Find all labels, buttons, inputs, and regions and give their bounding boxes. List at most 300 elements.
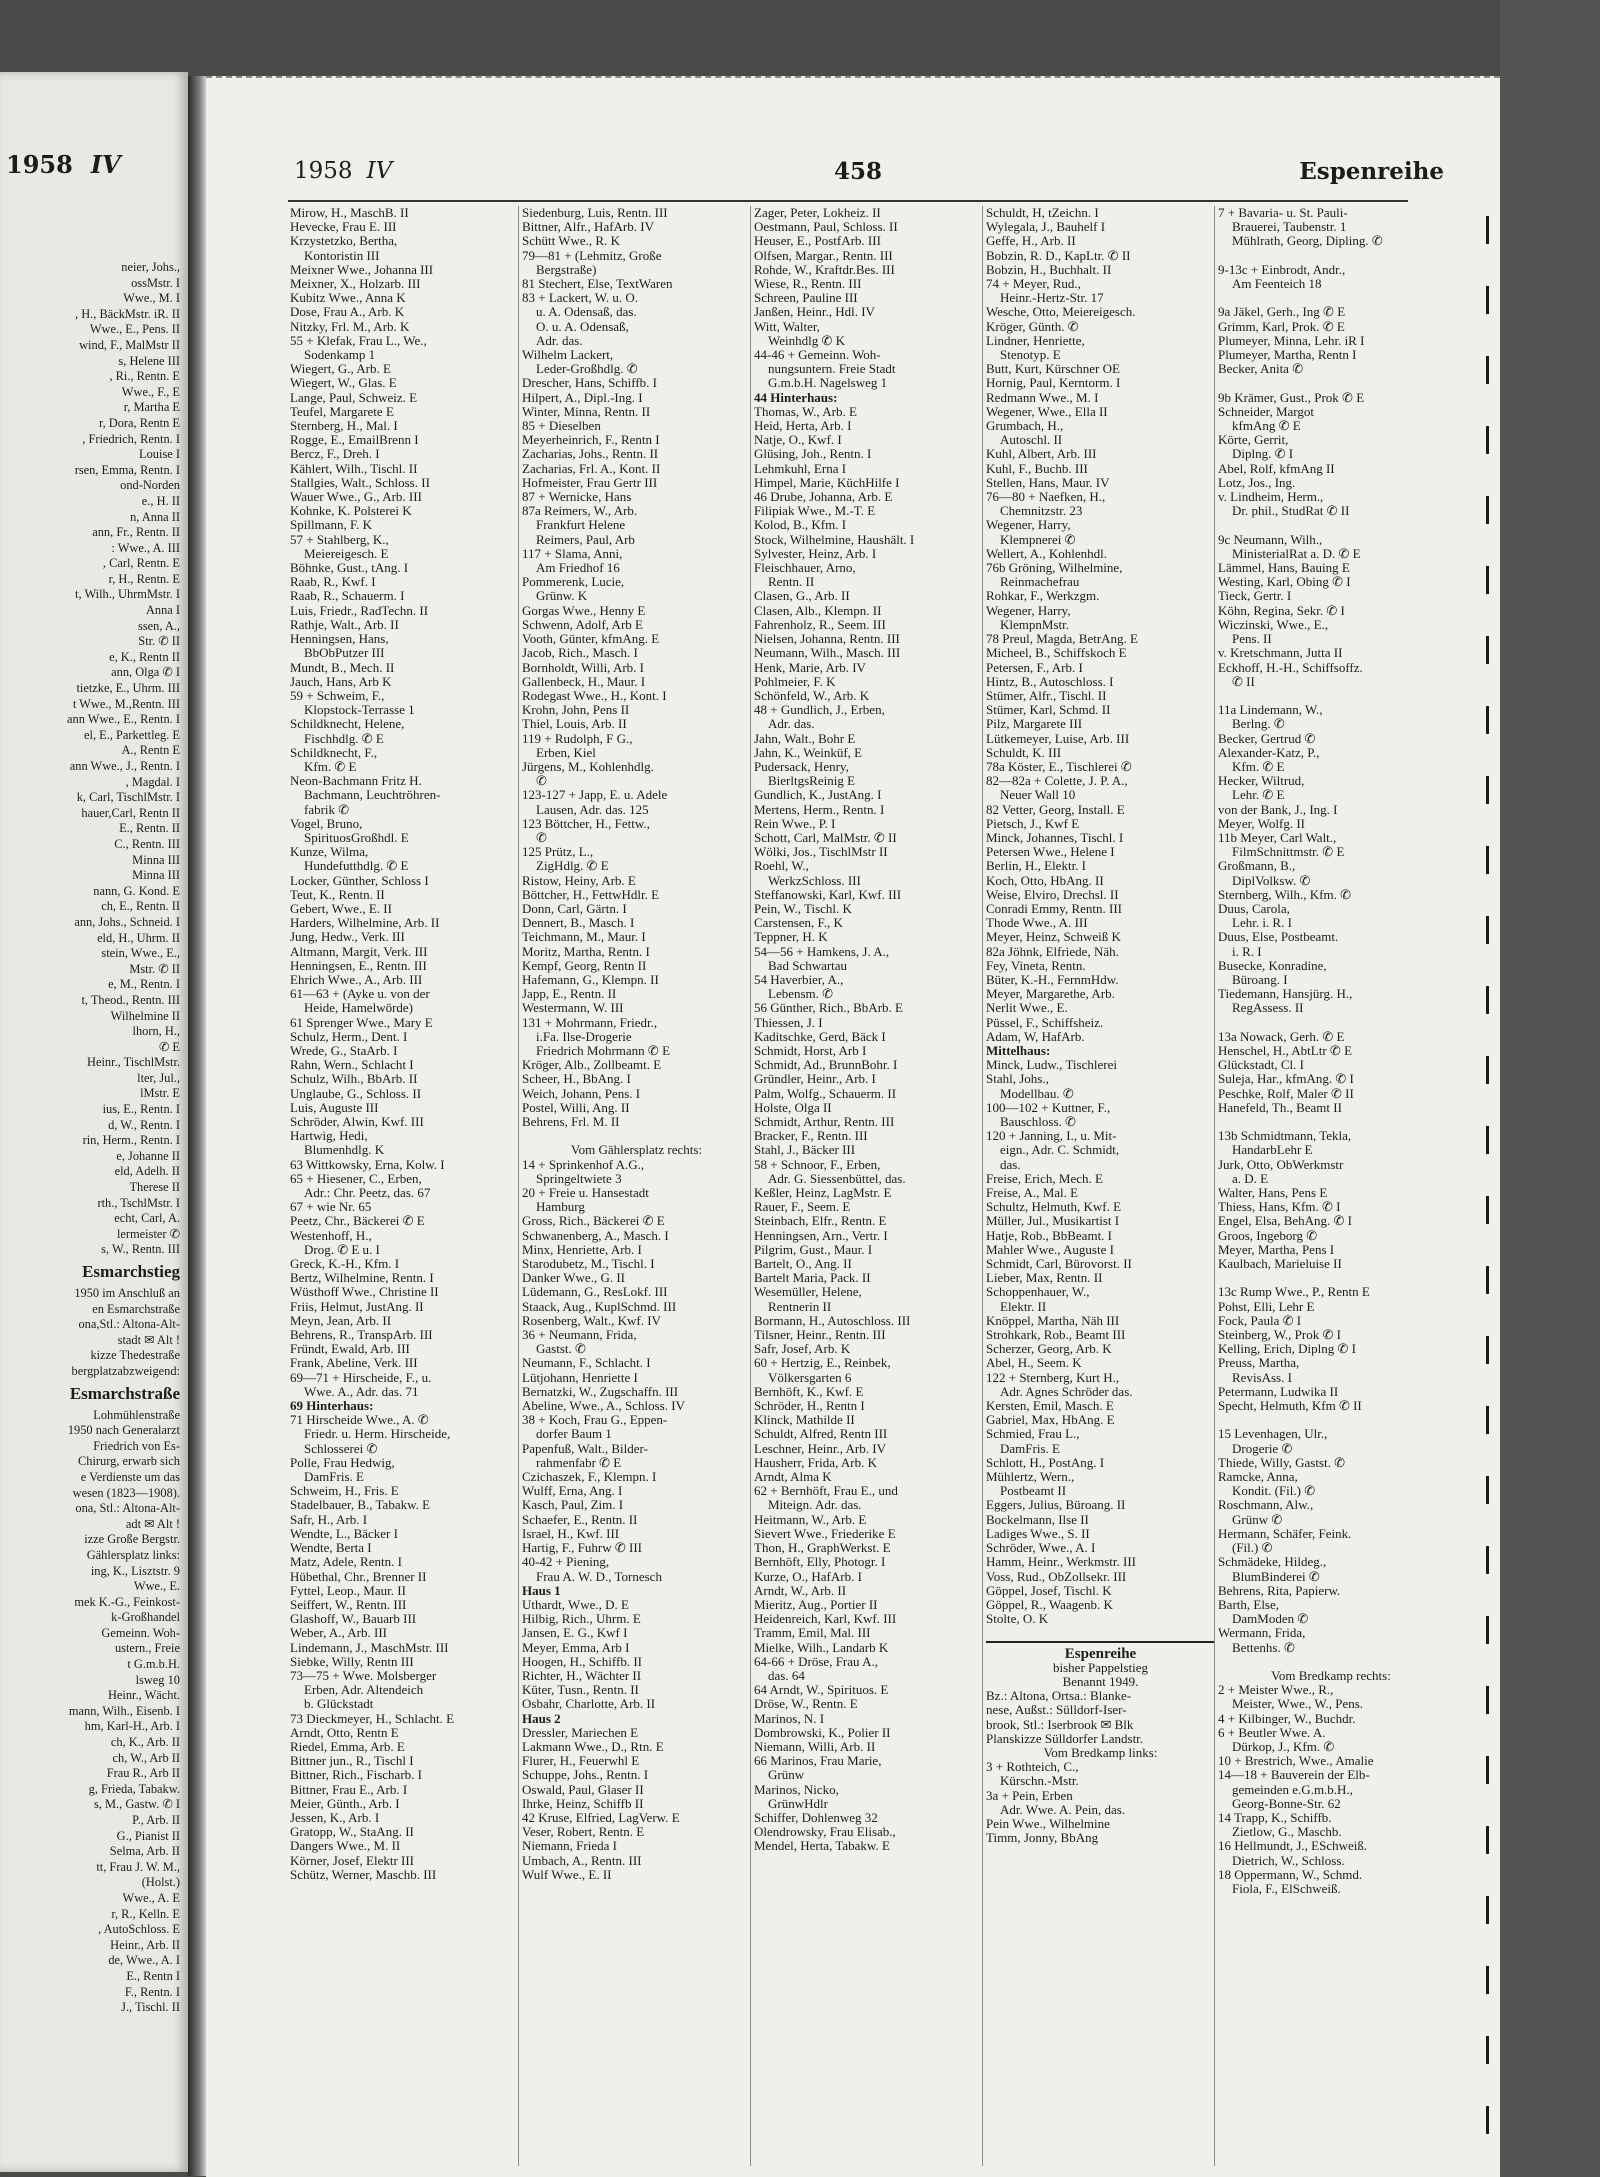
directory-entry: Vogel, Bruno, — [290, 816, 363, 831]
directory-entry: Espenreihe — [986, 1641, 1215, 1661]
directory-entry: Thon, H., GraphWerkst. E — [754, 1541, 891, 1556]
directory-entry: bergplatzabzweigend: — [71, 1363, 180, 1378]
directory-entry: Kubitz Wwe., Anna K — [290, 291, 406, 306]
directory-entry: Lindemann, J., MaschMstr. III — [290, 1640, 449, 1655]
directory-entry: n, Anna II — [130, 509, 180, 524]
directory-entry: 64-66 + Dröse, Frau A., — [754, 1654, 878, 1669]
directory-entry: s, M., Gastw. ✆ I — [94, 1797, 180, 1812]
directory-entry: Rentnerin II — [768, 1299, 832, 1314]
directory-entry: Plumeyer, Minna, Lehr. iR I — [1218, 333, 1365, 348]
directory-entry: Jung, Hedw., Verk. III — [290, 930, 405, 945]
directory-entry: G.m.b.H. Nagelsweg 1 — [768, 376, 888, 391]
directory-entry: ch, K., Arb. II — [110, 1735, 180, 1750]
directory-entry: Rohkar, F., Werkzgm. — [986, 589, 1100, 604]
directory-entry: Neon-Bachmann Fritz H. — [290, 774, 422, 789]
directory-entry: Adr. das. — [768, 717, 815, 732]
directory-entry: Bittner jun., R., Tischl I — [290, 1754, 414, 1769]
directory-entry — [1218, 689, 1444, 703]
directory-entry: Glückstadt, Cl. I — [1218, 1058, 1304, 1073]
directory-entry: Mendel, Herta, Tabakw. E — [754, 1839, 890, 1854]
directory-entry: Reimers, Paul, Arb — [536, 532, 635, 547]
directory-entry: Pohst, Elli, Lehr E — [1218, 1299, 1315, 1314]
directory-entry: Schmidt, Ad., BrunnBohr. I — [754, 1058, 898, 1073]
directory-entry: Locker, Günther, Schloss I — [290, 873, 429, 888]
directory-entry: Henningsen, E., Rentn. III — [290, 958, 427, 973]
directory-entry — [1218, 1655, 1444, 1669]
directory-entry: 7 + Bavaria- u. St. Pauli- — [1218, 206, 1348, 220]
margin-mark — [1486, 1616, 1489, 1644]
directory-entry: Großmann, B., — [1218, 859, 1296, 874]
directory-entry: 120 + Janning, I., u. Mit- — [986, 1129, 1117, 1144]
directory-entry: Gallenbeck, H., Maur. I — [522, 674, 646, 689]
directory-entry: Meyer, Heinz, Schweiß K — [986, 930, 1121, 945]
margin-mark — [1486, 1476, 1489, 1504]
directory-entry: 9b Krämer, Gust., Prok ✆ E — [1218, 390, 1365, 405]
directory-entry: Frank, Abeline, Verk. III — [290, 1356, 418, 1371]
directory-entry: Pilz, Margarete III — [986, 717, 1083, 732]
directory-entry: Duus, Carola, — [1218, 901, 1290, 916]
directory-entry: ustern., Freie — [114, 1641, 180, 1656]
directory-entry: C., Rentn. III — [114, 836, 180, 851]
directory-entry: 55 + Klefak, Frau L., We., — [290, 333, 427, 348]
directory-entry: Hatje, Rob., BbBeamt. I — [986, 1228, 1113, 1243]
directory-entry: 66 Marinos, Frau Marie, — [754, 1754, 882, 1769]
directory-entry: Sternberg, Wilh., Kfm. ✆ — [1218, 887, 1352, 902]
directory-entry: Grünw ✆ — [1232, 1512, 1283, 1527]
directory-entry: Wrede, G., StaArb. I — [290, 1043, 398, 1058]
directory-entry: GrünwHdlr — [768, 1796, 828, 1811]
page-header — [294, 158, 1474, 198]
directory-entry: Schmädeke, Hildeg., — [1218, 1555, 1327, 1570]
directory-entry: Schulz, Herm., Dent. I — [290, 1029, 408, 1044]
directory-entry: Mirow, H., MaschB. II — [290, 206, 409, 220]
directory-entry: Bartelt, O., Ang. II — [754, 1257, 852, 1272]
directory-entry: Safr, H., Arb. I — [290, 1512, 368, 1527]
directory-entry: 56 Günther, Rich., BbArb. E — [754, 1001, 903, 1016]
directory-entry: Schütz, Werner, Maschb. III — [290, 1867, 437, 1882]
directory-entry: brook, Stl.: Iserbrook ✉ Blk — [986, 1717, 1134, 1732]
directory-entry: Lausen, Adr. das. 125 — [536, 802, 649, 817]
directory-entry: Roehl, W., — [754, 859, 809, 874]
directory-entry: 9-13c + Einbrodt, Andr., — [1218, 262, 1346, 277]
directory-entry: Plumeyer, Martha, Rentn I — [1218, 348, 1357, 363]
margin-mark — [1486, 636, 1489, 664]
directory-entry: 6 + Beutler Wwe. A. — [1218, 1725, 1326, 1740]
directory-entry: 1950 nach Generalarzt — [67, 1423, 180, 1438]
directory-entry: Kempf, Georg, Rentn II — [522, 958, 647, 973]
directory-entry: Papenfuß, Walt., Bilder- — [522, 1441, 648, 1456]
directory-entry: Strohkark, Rob., Beamt III — [986, 1328, 1126, 1343]
directory-entry: Henningsen, Hans, — [290, 632, 389, 647]
directory-entry: bisher Pappelstieg — [1053, 1660, 1148, 1675]
directory-entry: r, H., Rentn. E — [108, 571, 180, 586]
directory-entry: Fey, Vineta, Rentn. — [986, 958, 1086, 973]
directory-entry: Abeline, Wwe., A., Schloss. IV — [522, 1399, 685, 1414]
directory-entry: e Verdienste um das — [80, 1469, 180, 1484]
directory-entry: v. Kretschmann, Jutta II — [1218, 646, 1343, 661]
directory-entry: Jürgens, M., Kohlenhdlg. — [522, 759, 654, 774]
directory-entry: Hausherr, Frida, Arb. K — [754, 1455, 877, 1470]
street-title: Espenreihe — [1299, 158, 1444, 185]
directory-entry: Lütjohann, Henriette I — [522, 1370, 638, 1385]
directory-entry: 69 Hinterhaus: — [290, 1399, 374, 1414]
directory-entry: Meyer, Emma, Arb I — [522, 1640, 630, 1655]
directory-entry: Uthardt, Wwe., D. E — [522, 1597, 629, 1612]
directory-entry: G., Pianist II — [116, 1828, 180, 1843]
directory-entry: Weber, A., Arb. III — [290, 1626, 387, 1641]
directory-entry: Püssel, F., Schiffsheiz. — [986, 1015, 1104, 1030]
directory-entry: 4 + Kilbinger, W., Buchdr. — [1218, 1711, 1356, 1726]
directory-entry: Butt, Kurt, Kürschner OE — [986, 362, 1120, 377]
directory-entry — [1218, 1413, 1444, 1427]
directory-entry: Westenhoff, H., — [290, 1228, 372, 1243]
directory-entry: 40-42 + Piening, — [522, 1555, 610, 1570]
directory-entry: Conradi Emmy, Rentn. III — [986, 901, 1122, 916]
directory-entry: Schlott, H., PostAng. I — [986, 1455, 1105, 1470]
directory-entry: Henschel, H., AbtLtr ✆ E — [1218, 1043, 1353, 1058]
directory-entry: Raab, R., Kwf. I — [290, 575, 376, 590]
directory-entry: ✆ — [536, 774, 547, 789]
directory-entry: Pein, W., Tischl. K — [754, 901, 852, 916]
directory-entry: Stahl, Johs., — [986, 1072, 1049, 1087]
directory-entry: 87a Reimers, W., Arb. — [522, 504, 638, 519]
directory-entry: SpirituosGroßhdl. E — [304, 830, 409, 845]
directory-entry: Erben, Adr. Altendeich — [304, 1683, 424, 1698]
directory-entry: Barth, Else, — [1218, 1597, 1280, 1612]
directory-entry: Georg-Bonne-Str. 62 — [1232, 1796, 1341, 1811]
directory-entry: Köhn, Regina, Sekr. ✆ I — [1218, 603, 1345, 618]
directory-entry: Lange, Paul, Schweiz. E — [290, 390, 418, 405]
directory-entry: Ladiges Wwe., S. II — [986, 1526, 1090, 1541]
directory-entry: Stahl, J., Bäcker III — [754, 1143, 856, 1158]
directory-entry: Voss, Rud., ObZollsekr. III — [986, 1569, 1127, 1584]
directory-entry: Göppel, R., Waagenb. K — [986, 1597, 1113, 1612]
directory-entry: Adr. das. — [536, 333, 583, 348]
directory-entry: rahmenfabr ✆ E — [536, 1455, 622, 1470]
directory-entry: Stolte, O. K — [986, 1612, 1049, 1627]
directory-entry: (Holst.) — [141, 1875, 180, 1890]
directory-entry: MinisterialRat a. D. ✆ E — [1232, 546, 1361, 561]
directory-entry: kizze Thedestraße — [90, 1348, 180, 1363]
directory-entry: Körner, Josef, Elektr III — [290, 1853, 415, 1868]
margin-mark — [1486, 1826, 1489, 1854]
directory-entry: Thomas, W., Arb. E — [754, 404, 857, 419]
directory-entry: neier, Johs., — [121, 260, 180, 274]
directory-entry: Schwenn, Adolf, Arb E — [522, 617, 643, 632]
directory-entry: Stadelbauer, B., Tabakw. E — [290, 1498, 431, 1513]
directory-entry: Wwe. A., Adr. das. 71 — [304, 1384, 419, 1399]
directory-entry: Engel, Elsa, BehAng. ✆ I — [1218, 1214, 1353, 1229]
directory-entry: Weich, Johann, Pens. I — [522, 1086, 641, 1101]
directory-entry: Lämmel, Hans, Bauing E — [1218, 561, 1350, 576]
directory-entry: Mieritz, Aug., Portier II — [754, 1597, 878, 1612]
directory-entry: Rohde, W., Kraftdr.Bes. III — [754, 262, 895, 277]
directory-entry: hauer,Carl, Rentn II — [81, 805, 180, 820]
directory-entry: Teut, K., Rentn. II — [290, 887, 385, 902]
directory-entry: Lindner, Henriette, — [986, 333, 1085, 348]
directory-entry: 38 + Koch, Frau G., Eppen- — [522, 1413, 668, 1428]
directory-entry: Zietlow, G., Maschb. — [1232, 1825, 1342, 1840]
directory-entry: e, M., Rentn. I — [108, 977, 180, 992]
directory-entry: Nielsen, Johanna, Rentn. III — [754, 632, 900, 647]
directory-entry: Teppner, H. K — [754, 930, 828, 945]
directory-entry: Meixner, X., Holzarb. III — [290, 277, 421, 292]
directory-entry: Adr. Agnes Schröder das. — [1000, 1384, 1133, 1399]
directory-entry: Stock, Wilhelmine, Haushält. I — [754, 532, 915, 547]
directory-entry: Filipiak Wwe., M.-T. E — [754, 504, 876, 519]
directory-entry: Haus 2 — [522, 1711, 561, 1726]
directory-entry: nese, Außst.: Sülldorf-Iser- — [986, 1703, 1127, 1718]
directory-entry: Siebke, Willy, Rentn III — [290, 1654, 414, 1669]
directory-entry: Tramm, Emil, Mal. III — [754, 1626, 871, 1641]
directory-entry: ond-Norden — [120, 478, 180, 493]
directory-entry: Minna III — [132, 868, 180, 883]
directory-entry: k-Großhandel — [111, 1610, 180, 1625]
directory-entry: KlempnMstr. — [1000, 617, 1069, 632]
directory-entry: Böttcher, H., FettwHdlr. E — [522, 887, 660, 902]
directory-entry: Wesemüller, Helene, — [754, 1285, 862, 1300]
directory-entry: Bettenhs. ✆ — [1232, 1640, 1295, 1655]
directory-entry: Hübethal, Chr., Brenner II — [290, 1569, 427, 1584]
directory-entry: 58 + Schnoor, F., Erben, — [754, 1157, 881, 1172]
directory-entry: Janßen, Heinr., Hdl. IV — [754, 305, 875, 320]
directory-entry: 131 + Mohrmann, Friedr., — [522, 1015, 658, 1030]
directory-entry: gemeinden e.G.m.b.H., — [1232, 1782, 1353, 1797]
directory-entry: el, E., Parkettleg. E — [84, 727, 180, 742]
directory-entry: Schmidt, Horst, Arb I — [754, 1043, 867, 1058]
directory-entry: ch, W., Arb II — [112, 1750, 180, 1765]
directory-entry: Kürschn.-Mstr. — [1000, 1774, 1079, 1789]
directory-entry: Wendte, Berta I — [290, 1541, 372, 1556]
directory-entry: Gastst. ✆ — [536, 1342, 586, 1357]
directory-entry: Tiedemann, Hansjürg. H., — [1218, 987, 1353, 1002]
directory-entry: Büter, K.-H., FernmHdw. — [986, 972, 1119, 987]
directory-entry: Osbahr, Charlotte, Arb. II — [522, 1697, 656, 1712]
directory-entry: Hamm, Heinr., Werkmstr. III — [986, 1555, 1136, 1570]
directory-entry: Arndt, W., Arb. II — [754, 1583, 847, 1598]
directory-entry: Polle, Frau Hedwig, — [290, 1455, 395, 1470]
directory-entry: Wüsthoff Wwe., Christine II — [290, 1285, 439, 1300]
directory-entry: , Carl, Rentn. E — [102, 556, 180, 571]
margin-mark — [1486, 1896, 1489, 1924]
directory-entry: Rentn. II — [768, 575, 815, 590]
directory-entry: 13b Schmidtmann, Tekla, — [1218, 1129, 1352, 1144]
directory-entry: 13c Rump Wwe., P., Rentn E — [1218, 1285, 1370, 1300]
directory-entry: Behrens, R., TranspArb. III — [290, 1328, 433, 1343]
directory-entry: BbObPutzer III — [304, 646, 385, 661]
directory-entry: Wendte, L., Bäcker I — [290, 1526, 398, 1541]
directory-entry: Tilsner, Heinr., Rentn. III — [754, 1328, 886, 1343]
directory-entry: Pudersack, Henry, — [754, 759, 849, 774]
directory-entry: Niemann, Willi, Arb. II — [754, 1739, 876, 1754]
margin-mark — [1486, 216, 1489, 244]
directory-entry: Gundlich, K., JustAng. I — [754, 788, 882, 803]
directory-entry: Busecke, Konradine, — [1218, 958, 1327, 973]
directory-entry: Bergstraße) — [536, 262, 597, 277]
directory-entry: 1950 im Anschluß an — [74, 1286, 180, 1300]
directory-entry: Minck, Ludw., Tischlerei — [986, 1058, 1117, 1073]
directory-entry: Heid, Herta, Arb. I — [754, 419, 852, 434]
directory-entry: Frau R., Arb II — [106, 1766, 180, 1781]
directory-entry: Reinmachefrau — [1000, 575, 1080, 590]
directory-entry: von der Bank, J., Ing. I — [1218, 802, 1338, 817]
directory-entry: Lehmkuhl, Erna I — [754, 461, 847, 476]
directory-entry: Adam, W, HafArb. — [986, 1029, 1085, 1044]
directory-entry: Timm, Jonny, BbAng — [986, 1831, 1099, 1846]
directory-entry: Japp, E., Rentn. II — [522, 987, 617, 1002]
directory-entry: 122 + Sternberg, Kurt H., — [986, 1370, 1120, 1385]
directory-entry: stein, Wwe., E., — [101, 946, 180, 961]
margin-mark — [1486, 1266, 1489, 1294]
directory-entry: Büroang. I — [1232, 972, 1288, 987]
directory-entry: Peetz, Chr., Bäckerei ✆ E — [290, 1214, 425, 1229]
directory-entry: Eggers, Julius, Büroang. II — [986, 1498, 1126, 1513]
directory-entry: Zacharias, Johs., Rentn. II — [522, 447, 659, 462]
directory-entry: Mertens, Herm., Rentn. I — [754, 802, 885, 817]
directory-entry: Gorgas Wwe., Henny E — [522, 603, 646, 618]
directory-entry: ✆ E — [158, 1039, 180, 1054]
directory-entry: Lehr. i. R. I — [1232, 916, 1292, 931]
directory-entry: Hafemann, G., Klempn. II — [522, 972, 659, 987]
directory-entry: Bockelmann, Ilse II — [986, 1512, 1089, 1527]
directory-entry: 76—80 + Naefken, H., — [986, 490, 1106, 505]
directory-entry: Olendrowsky, Frau Elisab., — [754, 1825, 896, 1840]
directory-entry: 60 + Hertzig, E., Reinbek, — [754, 1356, 891, 1371]
directory-entry: Postbeamt II — [1000, 1484, 1067, 1499]
directory-entry: 63 Wittkowsky, Erna, Kolw. I — [290, 1157, 445, 1172]
directory-entry: WerkzSchloss. III — [768, 873, 861, 888]
directory-entry: Meyer, Margarethe, Arb. — [986, 987, 1115, 1002]
directory-entry: Frankfurt Helene — [536, 518, 626, 533]
directory-entry: s, Helene III — [118, 353, 180, 368]
directory-entry: das. 64 — [768, 1668, 805, 1683]
directory-entry: 44-46 + Gemeinn. Woh- — [754, 348, 881, 363]
directory-entry: Starodubetz, M., Tischl. I — [522, 1257, 655, 1272]
directory-entry: Bauschloss. ✆ — [1000, 1115, 1076, 1129]
directory-entry: 14 + Sprinkenhof A.G., — [522, 1157, 645, 1172]
directory-entry: 11a Lindemann, W., — [1218, 703, 1323, 718]
directory-entry: Palm, Wolfg., Schauerm. II — [754, 1086, 897, 1101]
directory-entry: Grimm, Karl, Prok. ✆ E — [1218, 319, 1345, 334]
directory-entry: 123-127 + Japp, E. u. Adele — [522, 788, 668, 803]
directory-entry: lter, Jul., — [137, 1070, 180, 1085]
directory-entry: Kasch, Paul, Zim. I — [522, 1498, 624, 1513]
directory-entry: Heuser, E., PostfArb. III — [754, 234, 881, 249]
directory-entry: 46 Drube, Johanna, Arb. E — [754, 490, 893, 505]
directory-entry: Hartig, F., Fuhrw ✆ III — [522, 1541, 642, 1556]
directory-entry: Jahn, K., Weinküf, E — [754, 745, 863, 760]
directory-entry: Wulf Wwe., E. II — [522, 1867, 612, 1882]
directory-entry: Schönfeld, W., Arb. K — [754, 688, 870, 703]
directory-entry: Peschke, Rolf, Maler ✆ II — [1218, 1086, 1354, 1101]
directory-entry: ann, Fr., Rentn. II — [92, 525, 180, 540]
directory-entry: Schröder, H., Rentn I — [754, 1399, 865, 1414]
directory-entry: 65 + Hiesener, C., Erben, — [290, 1171, 422, 1186]
margin-mark — [1486, 1056, 1489, 1084]
directory-entry: Rathje, Walt., Arb. II — [290, 617, 399, 632]
directory-entry: t, Theod., Rentn. III — [81, 992, 180, 1007]
directory-entry: adt ✉ Alt ! — [125, 1516, 180, 1531]
directory-entry: e, K., Rentn II — [109, 649, 180, 664]
directory-entry: v. Lindheim, Herm., — [1218, 490, 1324, 505]
directory-entry — [1218, 518, 1444, 532]
directory-entry: Henningsen, Arn., Vertr. I — [754, 1228, 888, 1243]
directory-entry: Rauer, F., Seem. E — [754, 1200, 851, 1215]
directory-entry: Teichmann, M., Maur. I — [522, 930, 646, 945]
directory-entry: Drescher, Hans, Schiffb. I — [522, 376, 657, 391]
directory-entry: Siedenburg, Luis, Rentn. III — [522, 206, 668, 220]
directory-entry: Wölki, Jos., TischlMstr II — [754, 845, 888, 860]
directory-entry: Adr. Wwe. A. Pein, das. — [1000, 1802, 1126, 1817]
directory-entry: Clasen, G., Arb. II — [754, 589, 850, 604]
directory-entry: Zager, Peter, Lokheiz. II — [754, 206, 881, 220]
directory-entry: lermeister ✆ — [116, 1226, 180, 1241]
directory-entry: Meyn, Jean, Arb. II — [290, 1313, 392, 1328]
column-separator — [518, 206, 519, 2166]
directory-entry: Lehr. ✆ E — [1232, 788, 1285, 803]
column-3 — [754, 206, 983, 1854]
directory-entry: Schmied, Frau L., — [986, 1427, 1080, 1442]
directory-entry: Vooth, Günter, kfmAng. E — [522, 632, 660, 647]
directory-entry: Kurze, O., HafArb. I — [754, 1569, 862, 1584]
directory-entry: 82—82a + Colette, J. P. A., — [986, 774, 1128, 789]
directory-entry: 16 Hellmundt, J., ESchweiß. — [1218, 1839, 1368, 1854]
directory-entry: Schoppenhauer, W., — [986, 1285, 1090, 1300]
directory-entry: Roschmann, Alw., — [1218, 1498, 1314, 1513]
directory-entry: Krzystetzko, Bertha, — [290, 234, 398, 249]
directory-entry: Oswald, Paul, Glaser II — [522, 1782, 644, 1797]
margin-mark — [1486, 1546, 1489, 1574]
directory-entry: Klempnerei ✆ — [1000, 532, 1076, 547]
directory-entry: BlumBinderei ✆ — [1232, 1569, 1320, 1584]
directory-entry: Wauer Wwe., G., Arb. III — [290, 490, 422, 505]
directory-entry: Freise, Erich, Mech. E — [986, 1171, 1103, 1186]
directory-entry: Müller, Jul., Musikartist I — [986, 1214, 1120, 1229]
directory-entry: E., Rentn. II — [119, 821, 180, 836]
directory-entry: Steinbach, Elfr., Rentn. E — [754, 1214, 887, 1229]
directory-entry: Arndt, Otto, Rentn E — [290, 1725, 399, 1740]
directory-entry: Str. ✆ II — [138, 634, 180, 649]
directory-entry: Thode Wwe., A. III — [986, 916, 1088, 931]
directory-entry: Weinhdlg ✆ K — [768, 333, 846, 348]
directory-entry: Böhnke, Gust., tAng. I — [290, 561, 409, 576]
directory-entry: Louise I — [139, 447, 180, 462]
directory-entry: mek K.-G., Feinkost- — [74, 1594, 180, 1609]
directory-entry: Wulff, Erna, Ang. I — [522, 1484, 623, 1499]
directory-entry — [1218, 1271, 1444, 1285]
directory-entry: Dose, Frau A., Arb. K — [290, 305, 405, 320]
directory-entry: Lieber, Max, Rentn. II — [986, 1271, 1103, 1286]
directory-entry: Rosenberg, Walt., Kwf. IV — [522, 1313, 661, 1328]
directory-entry: Koch, Otto, HbAng. II — [986, 873, 1104, 888]
directory-entry: Redmann Wwe., M. I — [986, 390, 1099, 405]
directory-entry: Friis, Helmut, JustAng. II — [290, 1299, 424, 1314]
directory-entry: tt, Frau J. W. M., — [96, 1859, 180, 1874]
directory-entry: Körte, Gerrit, — [1218, 433, 1289, 448]
directory-entry: 14—18 + Bauverein der Elb- — [1218, 1768, 1370, 1783]
directory-entry: Meyerheinrich, F., Rentn I — [522, 433, 660, 448]
directory-entry: Heinr., Wächt. — [107, 1688, 180, 1703]
directory-entry: nungsuntern. Freie Stadt — [768, 362, 896, 377]
directory-entry: Specht, Helmuth, Kfm ✆ II — [1218, 1399, 1362, 1414]
directory-entry: Minna III — [132, 852, 180, 867]
directory-entry: 67 + wie Nr. 65 — [290, 1200, 372, 1215]
directory-entry: Kuhl, Albert, Arb. III — [986, 447, 1097, 462]
directory-entry: 2 + Meister Wwe., R., — [1218, 1683, 1334, 1698]
directory-entry: Meister, Wwe., W., Pens. — [1232, 1697, 1364, 1712]
directory-entry: Weise, Elviro, Drechsl. II — [986, 887, 1119, 902]
directory-entry: Duus, Else, Postbeamt. — [1218, 930, 1339, 945]
